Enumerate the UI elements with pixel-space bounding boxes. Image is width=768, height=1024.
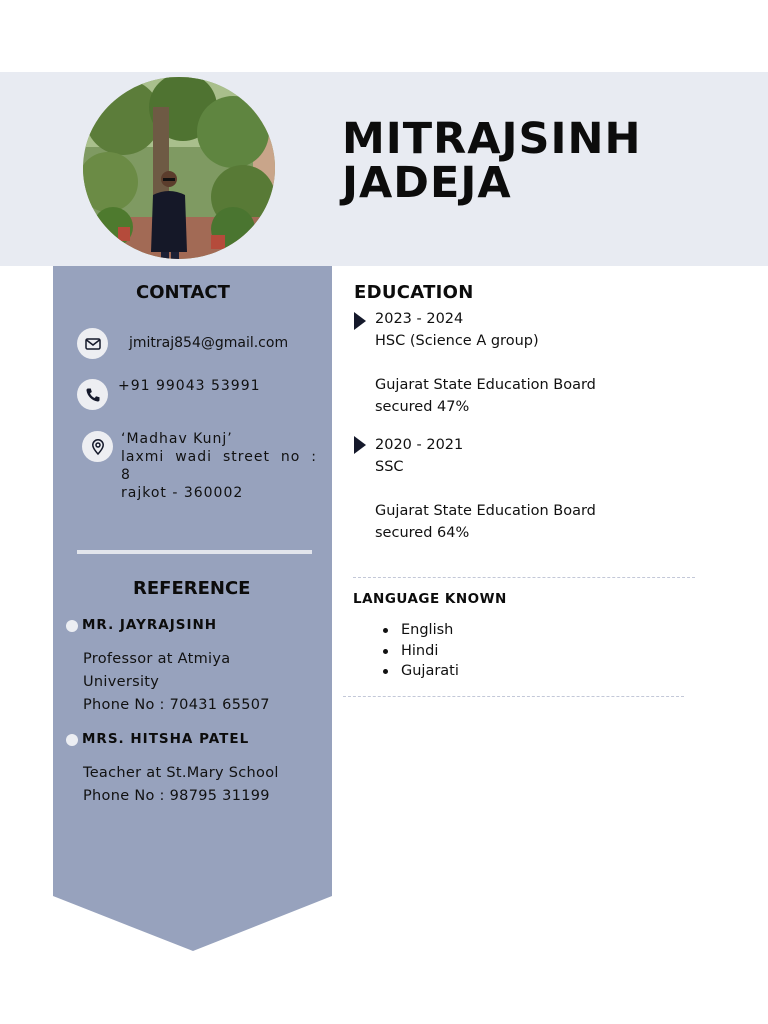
education-degree: HSC (Science A group) (375, 333, 539, 349)
education-board: Gujarat State Education Board (375, 503, 596, 519)
candidate-name (342, 114, 642, 208)
education-years: 2020 - 2021 (375, 437, 464, 453)
education-entry (375, 308, 596, 418)
reference-line: University (83, 674, 160, 690)
education-board: Gujarat State Education Board (375, 377, 596, 393)
language-item: Hindi (383, 641, 459, 662)
reference-details (83, 762, 279, 808)
reference-line: Phone No : 98795 31199 (83, 788, 270, 804)
triangle-bullet-icon (354, 312, 366, 330)
reference-line: Phone No : 70431 65507 (83, 697, 270, 713)
mail-icon (77, 328, 108, 359)
phone-icon (77, 379, 108, 410)
reference-bullet (66, 620, 78, 632)
reference-name: MRS. HITSHA PATEL (82, 731, 250, 747)
reference-details (83, 648, 270, 717)
language-item: Gujarati (383, 661, 459, 682)
address-line: laxmi wadi street no : (121, 449, 317, 465)
contact-address (121, 430, 317, 502)
education-result: secured 64% (375, 525, 470, 541)
address-line: rajkot - 360002 (121, 485, 244, 501)
sidebar-panel (53, 266, 332, 951)
contact-heading: CONTACT (136, 282, 230, 303)
language-item: English (383, 620, 459, 641)
education-result: secured 47% (375, 399, 470, 415)
name-last: JADEJA (342, 158, 512, 208)
reference-bullet (66, 734, 78, 746)
section-divider (353, 577, 695, 578)
sidebar-divider (77, 550, 312, 554)
languages-list (383, 620, 459, 682)
name-first: MITRAJSINH (342, 114, 642, 164)
education-degree: SSC (375, 459, 404, 475)
triangle-bullet-icon (354, 436, 366, 454)
reference-name: MR. JAYRAJSINH (82, 617, 218, 633)
profile-photo (83, 77, 275, 259)
languages-heading: LANGUAGE KNOWN (353, 591, 507, 607)
reference-heading: REFERENCE (133, 578, 251, 599)
education-years: 2023 - 2024 (375, 311, 464, 327)
reference-line: Professor at Atmiya (83, 651, 231, 667)
location-pin-icon (82, 431, 113, 462)
contact-email[interactable]: jmitraj854@gmail.com (129, 335, 289, 351)
section-divider (343, 696, 684, 697)
reference-line: Teacher at St.Mary School (83, 765, 279, 781)
address-line: ‘Madhav Kunj’ (121, 431, 233, 447)
contact-phone[interactable]: +91 99043 53991 (118, 378, 261, 394)
address-line: 8 (121, 467, 131, 483)
education-entry (375, 434, 596, 544)
education-heading: EDUCATION (354, 282, 474, 303)
